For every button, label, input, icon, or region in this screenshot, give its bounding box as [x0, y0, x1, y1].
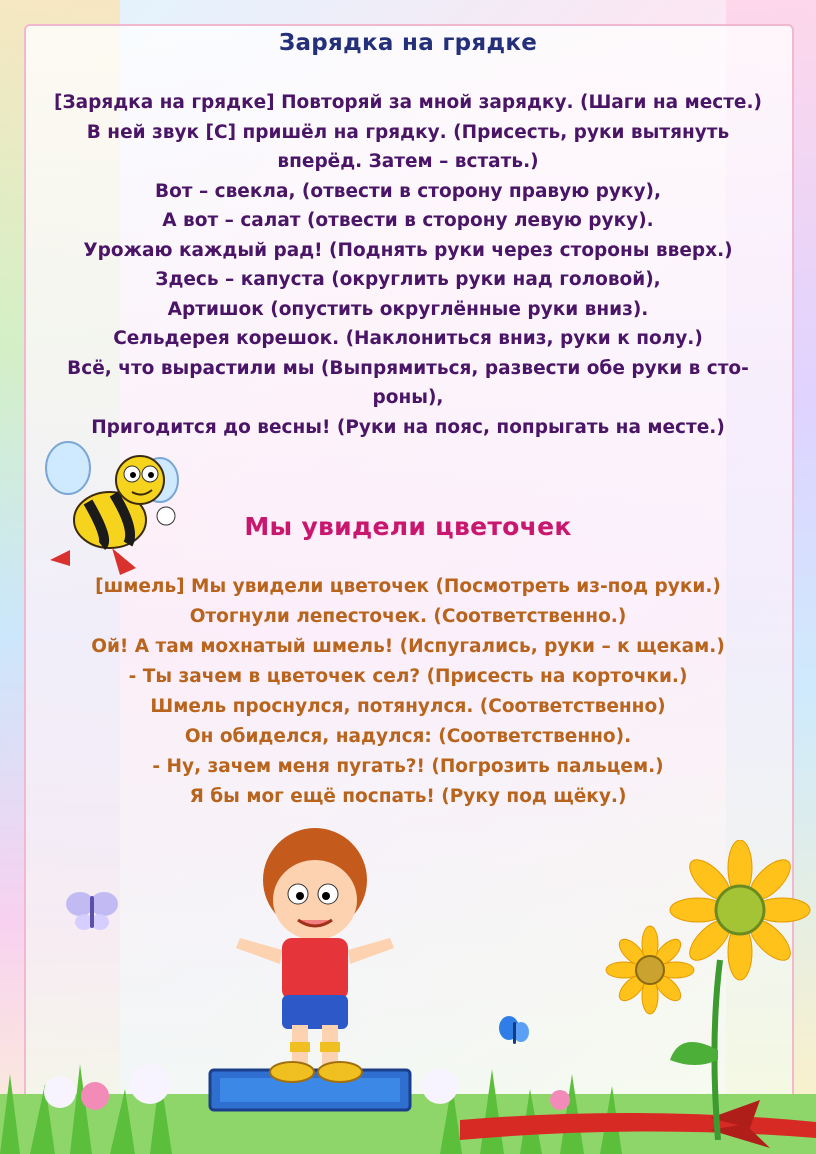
- poem2-line: - Ты зачем в цветочек сел? (Присесть на корточки.): [128, 666, 688, 687]
- poem2-line: [шмель] Мы увидели цветочек (Посмотреть из-под руки.): [95, 576, 721, 597]
- poem1-title: Зарядка на грядке: [278, 30, 538, 56]
- poem1-line: роны),: [372, 387, 444, 408]
- poem2-line: Я бы мог ещё поспать! (Руку под щёку.): [189, 786, 627, 807]
- butterfly-icon: [495, 1012, 535, 1052]
- poem1-line: Сельдерея корешок. (Наклониться вниз, руки к полу.): [113, 328, 703, 349]
- poem2-line: Ой! А там мохнатый шмель! (Испугались, руки – к щекам.): [91, 636, 725, 657]
- poem1-line: Урожаю каждый рад! (Поднять руки через стороны вверх.): [83, 239, 733, 261]
- poem1-line: [Зарядка на грядке] Повторяй за мной зарядку. (Шаги на месте.): [54, 92, 762, 113]
- poem1-line: вперёд. Затем – встать.): [277, 151, 539, 172]
- poem1-line: Всё, что вырастили мы (Выпрямиться, развести обе руки в сто-: [67, 357, 749, 379]
- poem1-line: Пригодится до весны! (Руки на пояс, попрыгать на месте.): [91, 416, 725, 438]
- poem1-line: В ней звук [С] пришёл на грядку. (Присесть, руки вытянуть: [86, 121, 730, 143]
- poem2-line: Отогнули лепесточек. (Соответственно.): [189, 606, 627, 627]
- bee-icon: [40, 440, 190, 580]
- butterfly-icon: [62, 886, 122, 936]
- poem2-text: [0, 572, 816, 812]
- poem1-text: [0, 88, 816, 442]
- boy-icon: [200, 820, 430, 1120]
- poem1-line: А вот – салат (отвести в сторону левую руку).: [162, 210, 654, 231]
- sunflower-icon: [600, 840, 816, 1140]
- poem1-line: Вот – свекла, (отвести в сторону правую руку),: [154, 180, 662, 202]
- poem2-title: Мы увидели цветочек: [244, 512, 572, 541]
- poem2-line: - Ну, зачем меня пугать?! (Погрозить пальцем.): [152, 756, 664, 777]
- poem1-line: Артишок (опустить округлённые руки вниз).: [167, 298, 649, 320]
- poem2-line: Шмель проснулся, потянулся. (Соответственно): [150, 696, 666, 717]
- poem1-line: Здесь – капуста (округлить руки над головой),: [155, 269, 661, 290]
- poem2-line: Он обиделся, надулся: (Соответственно).: [184, 726, 632, 747]
